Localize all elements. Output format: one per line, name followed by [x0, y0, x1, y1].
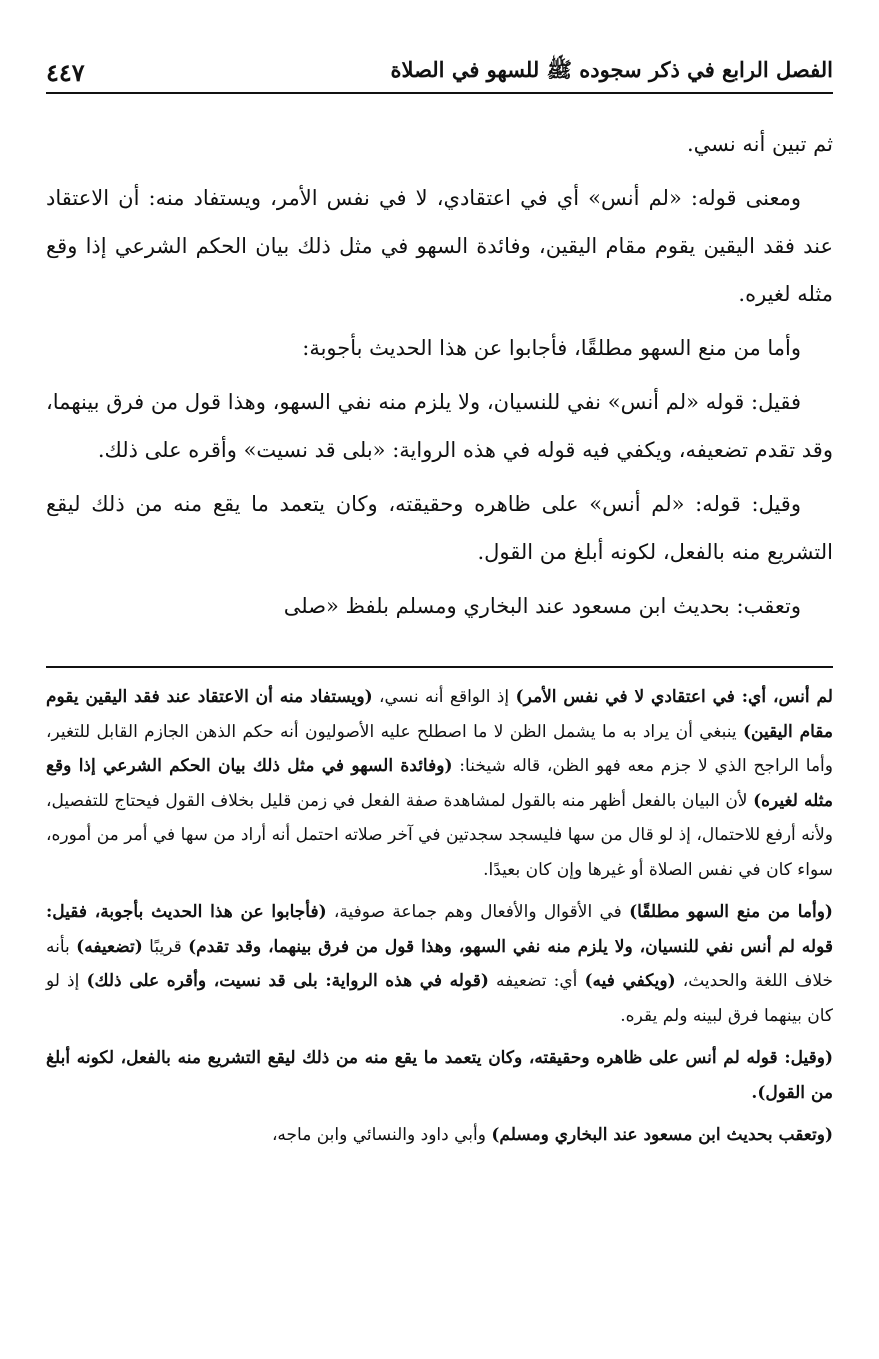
commentary-text-span: لأن البيان بالفعل أظهر منه بالقول لمشاهدة صفة الفعل في زمن قليل بخلاف القول فيحتاج للتفصيل، ولأنه أرفع للاحتمال، إذ لو قال من سها فليسجد سجدتين في آخر صلاته احتمل أنه أراد من سها في أمر من أموره، سواء كان في نفس الصلاة أو غيرها وإن كان بعيدًا.	[46, 790, 833, 880]
main-paragraph: وتعقب: بحديث ابن مسعود عند البخاري ومسلم بلفظ «صلى	[283, 594, 801, 618]
page-number: ٤٤٧	[46, 57, 85, 87]
commentary-paragraph	[46, 1118, 833, 1153]
commentary-paragraph	[46, 680, 833, 887]
chapter-title: الفصل الرابع في ذكر سجوده ﷺ للسهو في الصلاة	[390, 56, 833, 82]
commentary-text	[46, 680, 833, 1161]
quoted-text: (وأما من منع السهو مطلقًا)	[629, 902, 833, 922]
main-paragraph: فقيل: قوله «لم أنس» نفي للنسيان، ولا يلزم منه نفي السهو، وهذا قول من فرق بينهما، وقد تقدم تضعيفه، ويكفي فيه قوله في هذه الرواية: «بلى قد نسيت» وأقره على ذلك.	[46, 390, 833, 462]
quoted-text: (فأجابوا عن هذا الحديث بأجوبة، فقيل: قوله لم أنس نفي للنسيان، ولا يلزم منه نفي السهو، وهذا قول من فرق بينهما، وقد تقدم)	[46, 902, 833, 957]
main-paragraph: وأما من منع السهو مطلقًا، فأجابوا عن هذا الحديث بأجوبة:	[302, 336, 801, 360]
quoted-text: (تضعيفه)	[76, 936, 143, 957]
commentary-text-span: في الأقوال والأفعال وهم جماعة صوفية،	[326, 902, 630, 922]
page-header	[46, 52, 833, 94]
quoted-text: لم أنس، أي: في اعتقادي لا في نفس الأمر)	[515, 687, 833, 707]
commentary-text-span: وأبي داود والنسائي وابن ماجه،	[271, 1125, 492, 1145]
commentary-text-span: ينبغي أن يراد به ما يشمل الظن لا ما اصطلح عليه الأصوليون أنه حكم الذهن الجازم القابل للتغير، وأما الراجح الذي لا جزم معه فهو الظن، قاله شيخنا:	[46, 721, 833, 776]
quoted-text: (قوله في هذه الرواية: بلى قد نسيت، وأقره على ذلك)	[86, 971, 489, 991]
commentary-paragraph	[46, 895, 833, 1033]
main-paragraph: وقيل: قوله: «لم أنس» على ظاهره وحقيقته، وكان يتعمد ما يقع منه من ذلك ليقع التشريع منه بالفعل، لكونه أبلغ من القول.	[46, 492, 833, 564]
quoted-text: (ويستفاد منه أن الاعتقاد عند فقد اليقين يقوم مقام اليقين)	[46, 687, 834, 742]
quoted-text: (ويكفي فيه)	[584, 971, 676, 991]
main-paragraph: ومعنى قوله: «لم أنس» أي في اعتقادي، لا في نفس الأمر، ويستفاد منه: أن الاعتقاد عند فقد اليقين يقوم مقام اليقين، وفائدة السهو في مثل ذلك بيان الحكم الشرعي إذا وقع مثله لغيره.	[46, 186, 833, 306]
commentary-text-span: قريبًا	[142, 936, 189, 957]
quoted-text: (وقيل: قوله لم أنس على ظاهره وحقيقته، وكان يتعمد ما يقع منه من ذلك ليقع التشريع منه بالفعل، لكونه أبلغ من القول).	[46, 1048, 833, 1103]
quoted-text: (وتعقب بحديث ابن مسعود عند البخاري ومسلم)	[491, 1125, 833, 1145]
commentary-divider	[46, 666, 833, 668]
commentary-text-span: بأنه خلاف اللغة والحديث،	[46, 936, 833, 991]
main-paragraph: ثم تبين أنه نسي.	[686, 132, 833, 156]
main-text	[46, 120, 833, 636]
commentary-paragraph	[46, 1041, 833, 1110]
commentary-text-span: إذ الواقع أنه نسي،	[372, 687, 516, 707]
commentary-text-span: إذ لو كان بينهما فرق لبينه ولم يقره.	[46, 971, 833, 1026]
quoted-text: (وفائدة السهو في مثل ذلك بيان الحكم الشرعي إذا وقع مثله لغيره)	[46, 756, 833, 811]
commentary-text-span: أي: تضعيفه	[488, 971, 585, 991]
